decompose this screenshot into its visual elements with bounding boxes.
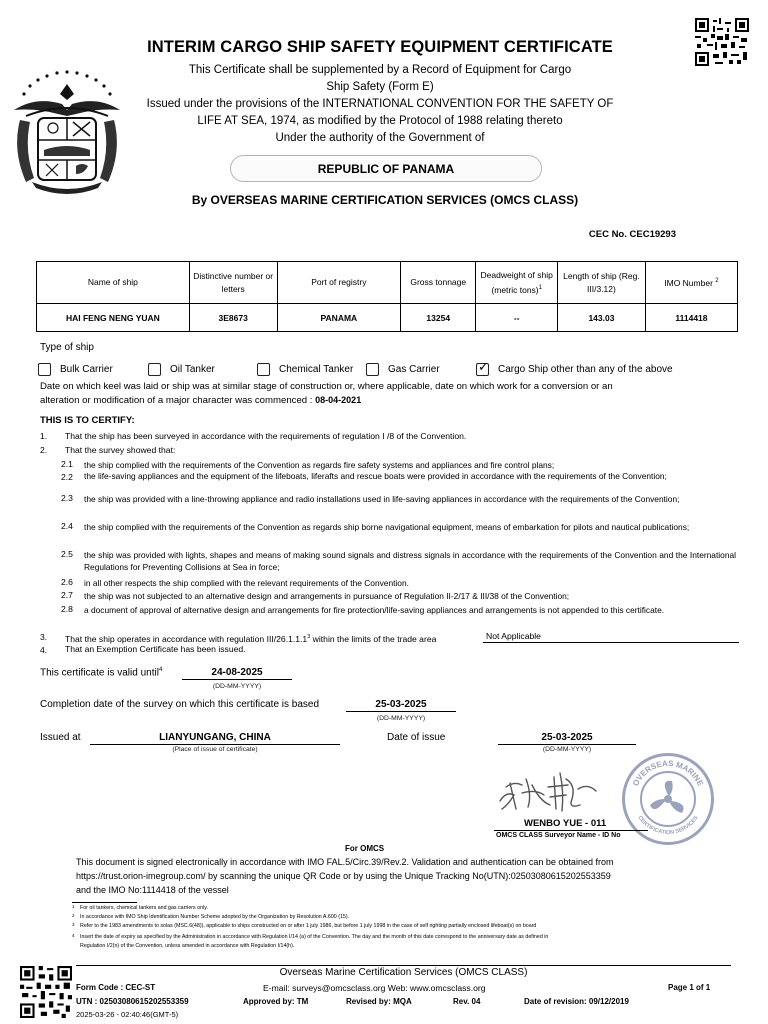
checkbox-icon [476, 358, 489, 376]
header-text: Deadweight of ship (metric tons) [480, 269, 553, 295]
checkbox-label: Gas Carrier [388, 363, 440, 375]
subitem-text: in all other respects the ship complied with the relevant requirements of the Convention. [84, 578, 409, 588]
subitem-number: 2.7 [61, 590, 73, 600]
valid-until-text: This certificate is valid until [40, 667, 159, 679]
footer-divider [76, 965, 731, 966]
checkbox-icon [38, 363, 51, 376]
item-number: 2. [40, 445, 48, 455]
item-3-tail: within the limits of the trade area [310, 633, 437, 644]
footnote-ref: 1 [538, 284, 542, 291]
cec-number: CEC No. CEC19293 [588, 229, 676, 240]
footer-utn: UTN : 02503080615202553359 [76, 997, 189, 1006]
keel-date: 08-04-2021 [315, 394, 362, 405]
electronic-signature-notice [76, 855, 676, 897]
subtitle-line: Ship Safety (Form E) [326, 81, 434, 93]
footnote-number: 3 [72, 922, 75, 927]
imo-cell: 1114418 [645, 304, 737, 332]
revised-by: Revised by: MQA [346, 997, 412, 1006]
date-format-hint: (DD-MM-YYYY) [542, 746, 592, 753]
ship-type-label: Type of ship [40, 342, 94, 353]
checkbox-icon [257, 363, 270, 376]
stamp-bottom-text: CERTIFICATION SERVICES [636, 814, 700, 837]
trade-area-value: Not Applicable [483, 631, 739, 643]
footnote-text: Insert the date of expiry as specified by the Administration in accordance with Regulation I/14 (a) of the Convention. The day and the month of this date correspond to the anniversary date as defined in [80, 934, 549, 940]
checkbox-icon [366, 363, 379, 376]
table-header-cell: Port of registry [277, 262, 400, 304]
table-header-cell [645, 262, 737, 304]
table-header-row [37, 262, 738, 304]
table-header-cell: Gross tonnage [401, 262, 476, 304]
certify-item-4: That an Exemption Certificate has been issued. [65, 644, 246, 654]
item-number: 3. [40, 632, 48, 642]
qr-code-bottom [20, 966, 72, 1018]
length-cell: 143.03 [558, 304, 646, 332]
footnote-ref: 2 [715, 278, 719, 285]
checkbox-gas-carrier[interactable] [366, 362, 440, 376]
subitem-number: 2.3 [61, 493, 73, 503]
checkbox-chemical-tanker[interactable] [257, 362, 353, 376]
ship-particulars-table [36, 261, 738, 332]
subitem-text: the ship complied with the requirements of the Convention as regards fire safety systems and appliances and fire control plans; [84, 460, 555, 470]
checkbox-label: Oil Tanker [170, 363, 215, 375]
date-of-issue-value: 25-03-2025 [498, 732, 636, 745]
country-badge: REPUBLIC OF PANAMA [230, 155, 542, 182]
footnote-ref: 3 [307, 634, 311, 640]
table-header-cell: Length of ship (Reg. III/3.12) [558, 262, 646, 304]
approved-by: Approved by: TM [243, 997, 309, 1006]
issued-at-value: LIANYUNGANG, CHINA [90, 732, 340, 745]
subtitle-line: Under the authority of the Government of [275, 132, 485, 144]
completion-date-label: Completion date of the survey on which this certificate is based [40, 699, 320, 710]
subtitle-line: Issued under the provisions of the INTERNATIONAL CONVENTION FOR THE SAFETY OF [146, 98, 614, 110]
completion-date-value: 25-03-2025 [346, 699, 456, 712]
port-cell: PANAMA [277, 304, 400, 332]
table-header-cell [476, 262, 558, 304]
table-header-cell: Distinctive number or letters [189, 262, 277, 304]
certify-heading: THIS IS TO CERTIFY: [40, 415, 135, 426]
keel-text: Date on which keel was laid or ship was at similar stage of construction or, where applicable, date on which work for a conversion or an [40, 381, 613, 392]
subitem-number: 2.5 [61, 549, 73, 559]
esign-line: This document is signed electronically in accordance with IMO FAL.5/Circ.39/Rev.2. Validation and authentication can be obtained from [76, 857, 614, 867]
subitem-text: the ship was provided with a line-throwing appliance and radio installations used in life-saving appliances in accordance with the requirements of the Convention; [84, 494, 680, 504]
for-omcs-label: For OMCS [345, 844, 385, 853]
keel-date-statement [40, 380, 740, 407]
subtitle-line: LIFE AT SEA, 1974, as modified by the Protocol of 1988 relating thereto [197, 115, 563, 127]
checkbox-label: Cargo Ship other than any of the above [498, 363, 673, 375]
header-text: IMO Number [664, 277, 713, 288]
valid-until-value: 24-08-2025 [182, 667, 292, 680]
checkmark-icon: ✓ [478, 358, 489, 374]
surveyor-title: OMCS CLASS Surveyor Name - ID No [496, 832, 621, 839]
checkbox-icon [148, 363, 161, 376]
certificate-subtitle [120, 62, 640, 147]
subitem-number: 2.8 [61, 604, 73, 614]
subitem-number: 2.4 [61, 521, 73, 531]
checkbox-bulk-carrier[interactable] [38, 362, 113, 376]
subitem-text: the ship was not subjected to an alternative design and arrangements in pursuance of Regulation II-2/17 & III/38 of the Convention; [84, 591, 570, 601]
subitem-number: 2.6 [61, 577, 73, 587]
item-number: 1. [40, 431, 48, 441]
subitem-text: a document of approval of alternative design and arrangements for fire protection/life-saving appliances and arrangements is not appended to this certificate. [84, 605, 665, 615]
subitem-text: the life-saving appliances and the equipment of the lifeboats, liferafts and rescue boats were provided in accordance with the requirements of the Convention; [84, 471, 667, 481]
revision-number: Rev. 04 [453, 997, 481, 1006]
stamp-inner-circle [640, 771, 696, 827]
footnote-divider [72, 902, 137, 903]
stamp-top-text: OVERSEAS MARINE [631, 758, 705, 788]
date-of-issue-label: Date of issue [387, 732, 446, 743]
page-number: Page 1 of 1 [668, 983, 711, 992]
signature-line [494, 830, 648, 831]
table-row [37, 304, 738, 332]
table-header-cell: Name of ship [37, 262, 190, 304]
esign-line: and the IMO No:1114418 of the vessel [76, 885, 229, 895]
footnote-number: 2 [72, 913, 75, 918]
checkbox-label: Bulk Carrier [60, 363, 113, 375]
place-hint: (Place of issue of certificate) [172, 746, 258, 753]
subitem-text: the ship was provided with lights, shapes and means of making sound signals and distress signals in accordance with the requirements of the Convention and the International Regulations for Preventing Collisions at Sea in force; [84, 550, 736, 572]
coat-of-arms-emblem [6, 70, 128, 202]
gross-tonnage-cell: 13254 [401, 304, 476, 332]
keel-text-line2 [40, 394, 740, 408]
deadweight-cell: -- [476, 304, 558, 332]
footnote-number: 1 [72, 904, 75, 909]
certify-item-1: That the ship has been surveyed in accordance with the requirements of regulation I /8 of the Convention. [65, 431, 467, 441]
footnote-text: Refer to the 1983 amendments to solas (MSC.6(48)), applicable to ships constructed on or after 1 july 1986, but before 1 july 1998 in the case of self righting partially enclosed lifeboat(s) on board [80, 923, 537, 929]
timestamp: 2025-03-26 - 02:40:46(GMT-5) [76, 1010, 179, 1019]
checkbox-cargo-ship-other[interactable] [476, 358, 673, 376]
qr-code-top [695, 18, 749, 66]
call-sign-cell: 3E8673 [189, 304, 277, 332]
checkbox-label: Chemical Tanker [279, 363, 354, 375]
date-format-hint: (DD-MM-YYYY) [212, 683, 262, 690]
keel-text: alteration or modification of a major character was commenced : [40, 394, 316, 406]
ship-name-cell: HAI FENG NENG YUAN [37, 304, 190, 332]
subitem-number: 2.1 [61, 459, 73, 469]
item-3-text: That the ship operates in accordance with regulation III/26.1.1.1 [65, 633, 308, 644]
subitem-text: the ship complied with the requirements of the Convention as regards ship borne navigational equipment, means of embarkation for pilots and nautical publications; [84, 522, 690, 532]
esign-line: https://trust.orion-imegroup.com/ by scanning the unique QR Code or by using the Unique Tracking No(UTN):02503080615202553359 [76, 871, 611, 881]
valid-until-label [40, 667, 162, 678]
subtitle-line: This Certificate shall be supplemented by a Record of Equipment for Cargo [188, 64, 572, 76]
handwritten-signature [492, 765, 604, 819]
footer-contact: E-mail: surveys@omcsclass.org Web: www.omcsclass.org [263, 983, 486, 993]
certificate-title: INTERIM CARGO SHIP SAFETY EQUIPMENT CERTIFICATE [147, 38, 613, 56]
item-number: 4. [40, 645, 48, 655]
footnote-text: Regulation I/2(n) of the Convention, unless amended in accordance with Regulation I/14(h). [80, 943, 295, 949]
propeller-icon [642, 773, 694, 825]
footnote-text: For oil tankers, chemical tankers and gas carriers only. [80, 905, 208, 911]
footer-organization: Overseas Marine Certification Services (OMCS CLASS) [279, 967, 528, 978]
date-format-hint: (DD-MM-YYYY) [376, 715, 426, 722]
omcs-stamp [622, 753, 714, 845]
issued-at-label: Issued at [40, 732, 81, 743]
form-code: Form Code : CEC-ST [76, 983, 156, 992]
surveyor-name: WENBO YUE - 011 [524, 818, 607, 829]
footnote-number: 4 [72, 933, 75, 938]
issuer-line: By OVERSEAS MARINE CERTIFICATION SERVICES (OMCS CLASS) [191, 193, 579, 207]
footnote-text: In accordance with IMO Ship Identification Number Scheme adopted by the Organization by Resolution A.600 (15). [80, 914, 350, 920]
footnote-ref: 4 [158, 667, 163, 673]
checkbox-oil-tanker[interactable] [148, 362, 215, 376]
subitem-number: 2.2 [61, 472, 73, 482]
certify-item-2: That the survey showed that: [65, 445, 176, 455]
revision-date: Date of revision: 09/12/2019 [524, 997, 629, 1006]
